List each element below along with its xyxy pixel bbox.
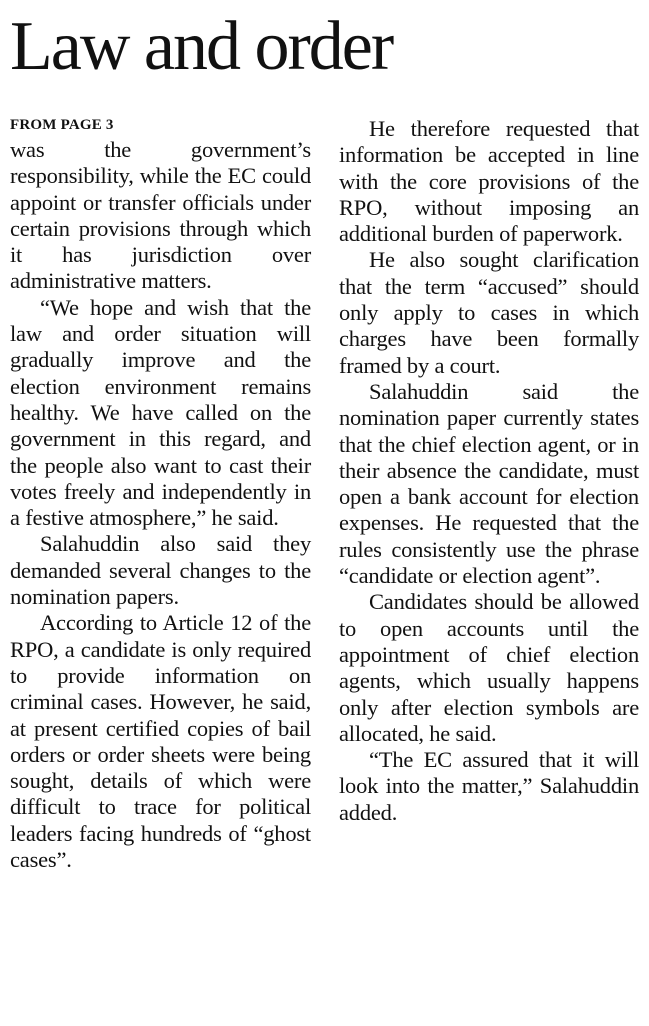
paragraph: Candidates should be allowed to open accounts until the appointment of chief election agents, which usually happens only after election symbols are allocated, he said. — [339, 589, 639, 746]
paragraph: He therefore requested that information be accepted in line with the core provisions of the RPO, without imposing an additional burden of paperwork. — [339, 116, 639, 247]
headline: Law and order — [10, 8, 393, 85]
paragraph: was the government’s responsibility, while the EC could appoint or transfer officials under certain provisions through which it has jurisdiction over administrative matters. — [10, 137, 311, 294]
paragraph: “We hope and wish that the law and order situation will gradually improve and the election environment remains healthy. We have called on the government in this regard, and the people also want to cast their votes freely and independently in a festive atmosphere,” he said. — [10, 294, 311, 531]
article-column-left — [10, 116, 311, 873]
paragraph: According to Article 12 of the RPO, a candidate is only required to provide information on criminal cases. However, he said, at present certified copies of bail orders or order sheets were being sought, details of which were difficult to trace for political leaders facing hundreds of “ghost cases”. — [10, 610, 311, 873]
article-column-right — [339, 116, 639, 826]
paragraph: Salahuddin said the nomination paper currently states that the chief election agent, or in their absence the candidate, must open a bank account for election expenses. He requested that the rules consistently use the phrase “candidate or election agent”. — [339, 378, 639, 589]
paragraph: “The EC assured that it will look into the matter,” Salahuddin added. — [339, 747, 639, 825]
paragraph: Salahuddin also said they demanded several changes to the nomination papers. — [10, 531, 311, 610]
paragraph: He also sought clarification that the term “accused” should only apply to cases in which charges have been formally framed by a court. — [339, 247, 639, 378]
continuation-kicker: FROM PAGE 3 — [10, 117, 114, 133]
